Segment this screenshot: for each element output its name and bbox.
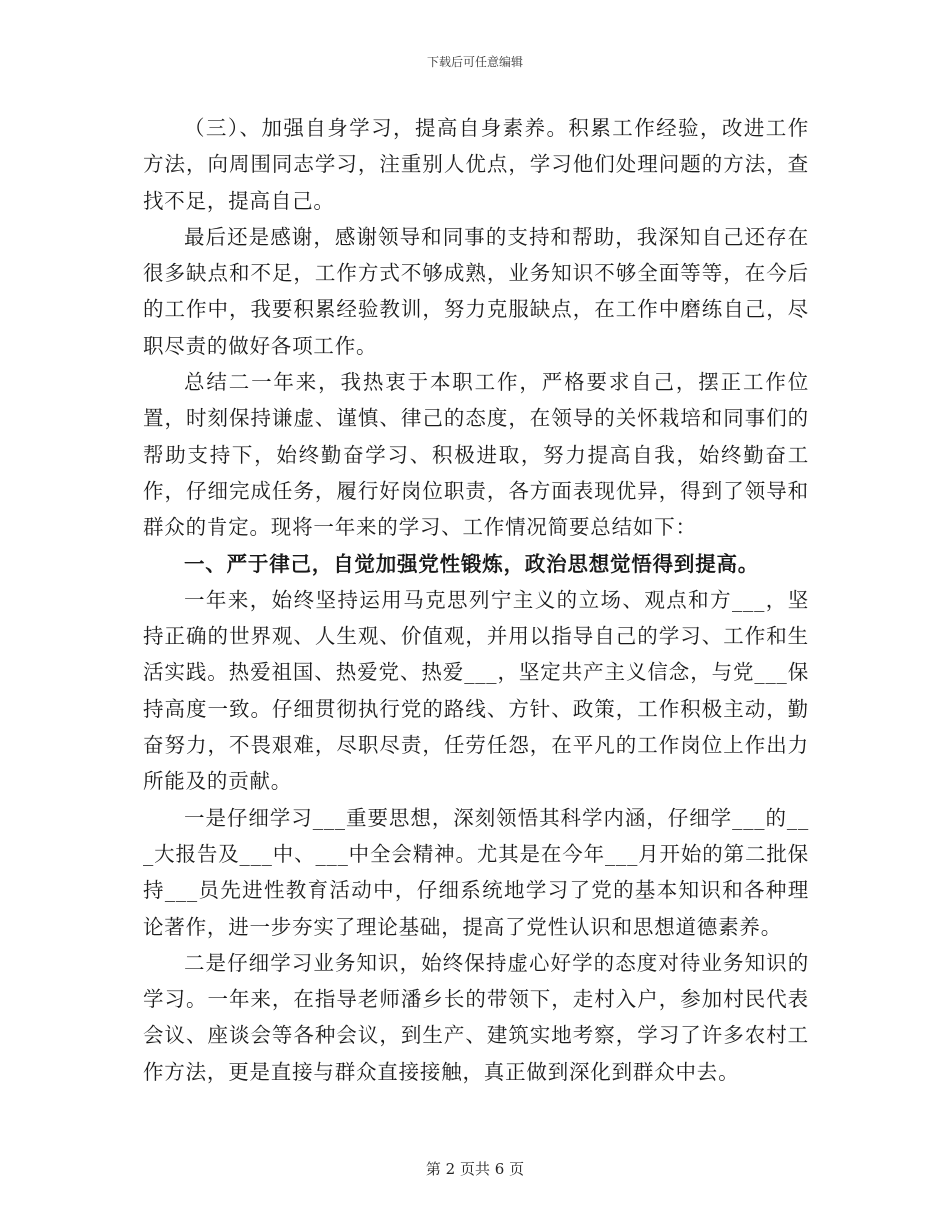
section-heading-discipline: 一、严于律己，自觉加强党性锻炼，政治思想觉悟得到提高。 [184,551,760,576]
document-body [143,110,809,1090]
page-footer: 第 2 页共 6 页 [425,1160,525,1178]
paragraph-self-study: （三）、加强自身学习，提高自身素养。积累工作经验，改进工作方法，向周围同志学习，注重别人优点，学习他们处理问题的方法，查找不足，提高自己。 [143,116,809,213]
paragraph-study-theory: 一是仔细学习___重要思想，深刻领悟其科学内涵，仔细学___的___大报告及___中、___中全会精神。尤其是在今年___月开始的第二批保持___员先进性教育活动中，仔细系统地学习了党的基本知识和各种理论著作，进一步夯实了理论基础，提高了党性认识和思想道德素养。 [143,805,809,939]
paragraph-thanks: 最后还是感谢，感谢领导和同事的支持和帮助，我深知自己还存在很多缺点和不足，工作方式不够成熟，业务知识不够全面等等，在今后的工作中，我要积累经验教训，努力克服缺点，在工作中磨练自己，尽职尽责的做好各项工作。 [143,224,809,358]
paragraph-study-business: 二是仔细学习业务知识，始终保持虚心好学的态度对待业务知识的学习。一年来，在指导老师潘乡长的带领下，走村入户，参加村民代表会议、座谈会等各种会议，到生产、建筑实地考察，学习了许多农村工作方法，更是直接与群众直接接触，真正做到深化到群众中去。 [143,950,809,1084]
paragraph-summary-intro: 总结二一年来，我热衷于本职工作，严格要求自己，摆正工作位置，时刻保持谦虚、谨慎、律己的态度，在领导的关怀栽培和同事们的帮助支持下，始终勤奋学习、积极进取，努力提高自我，始终勤奋工作，仔细完成任务，履行好岗位职责，各方面表现优异，得到了领导和群众的肯定。现将一年来的学习、工作情况简要总结如下： [143,370,809,540]
page-header: 下载后可任意编辑 [426,55,523,69]
paragraph-political-thought: 一年来，始终坚持运用马克思列宁主义的立场、观点和方___，坚持正确的世界观、人生观、价值观，并用以指导自己的学习、工作和生活实践。热爱祖国、热爱党、热爱___，坚定共产主义信念，与党___保持高度一致。仔细贯彻执行党的路线、方针、政策，工作积极主动，勤奋努力，不畏艰难，尽职尽责，任劳任怨，在平凡的工作岗位上作出力所能及的贡献。 [143,587,809,794]
